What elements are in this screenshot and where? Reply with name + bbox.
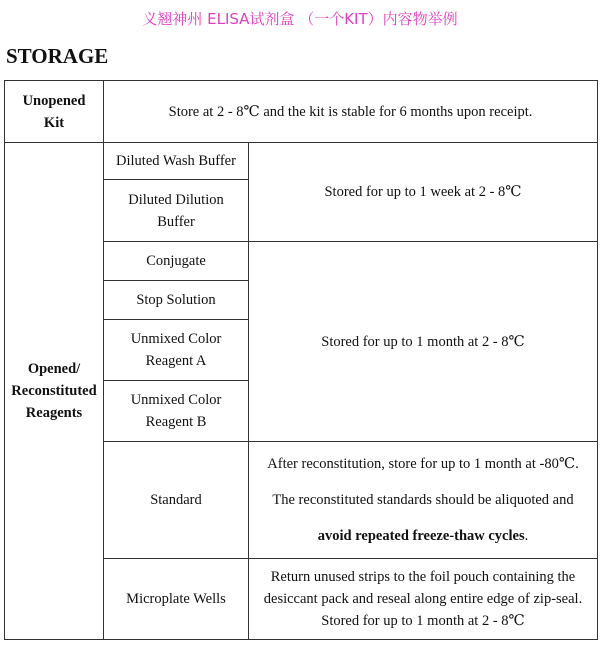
microplate-condition: Return unused strips to the foil pouch containing the desiccant pack and reseal along entire edge of zip-seal. Stored for up to 1 month at 2 - 8℃ — [249, 559, 598, 640]
reagent-name: Diluted Dilution Buffer — [104, 180, 249, 242]
buffers-condition: Stored for up to 1 week at 2 - 8℃ — [249, 143, 598, 242]
reagent-name: Microplate Wells — [104, 559, 249, 640]
section-title: STORAGE — [6, 44, 109, 68]
reagent-name: Standard — [104, 442, 249, 559]
reagent-name: Stop Solution — [104, 281, 249, 320]
reagents-condition: Stored for up to 1 month at 2 - 8℃ — [249, 242, 598, 442]
unopened-kit-condition: Store at 2 - 8℃ and the kit is stable for 6 months upon receipt. — [104, 81, 598, 143]
page-header: 义翘神州 ELISA试剂盒 （一个KIT）内容物举例 — [142, 10, 458, 28]
standard-line-1: After reconstitution, store for up to 1 month at -80℃. — [267, 456, 579, 472]
standard-line-3 — [255, 525, 591, 547]
standard-line-3-end: . — [524, 528, 529, 544]
table-row — [5, 81, 598, 143]
table-row — [5, 143, 598, 180]
reagent-name: Unmixed Color Reagent B — [104, 381, 249, 442]
standard-line-2: The reconstituted standards should be aliquoted and — [272, 492, 574, 508]
opened-reagents-label: Opened/ Reconstituted Reagents — [5, 143, 104, 640]
standard-condition — [249, 442, 598, 559]
unopened-kit-label: Unopened Kit — [5, 81, 104, 143]
reagent-name: Unmixed Color Reagent A — [104, 320, 249, 381]
storage-table — [4, 80, 598, 640]
reagent-name: Conjugate — [104, 242, 249, 281]
reagent-name: Diluted Wash Buffer — [104, 143, 249, 180]
standard-warning: avoid repeated freeze-thaw cycles — [317, 528, 525, 544]
